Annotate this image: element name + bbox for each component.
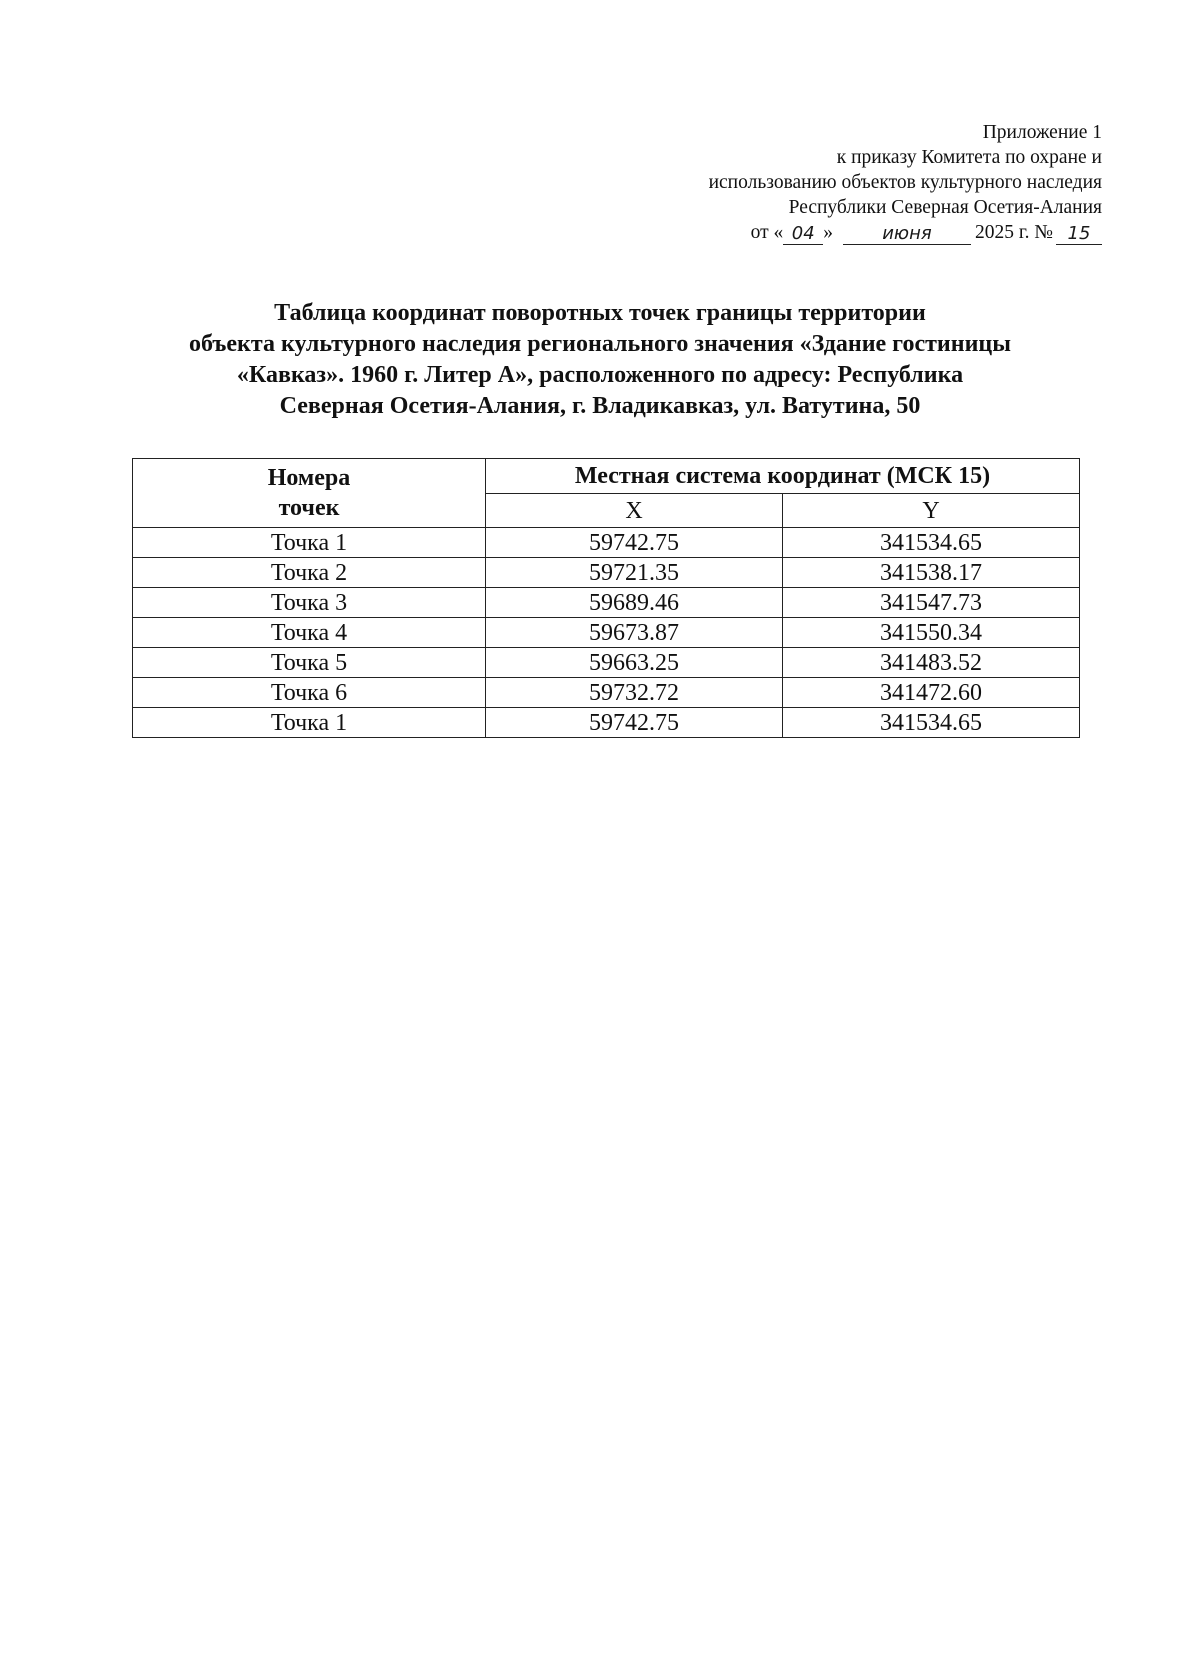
coordinates-table xyxy=(132,458,1080,738)
table-row xyxy=(133,648,1080,678)
date-year: 2025 г. № xyxy=(974,222,1053,243)
table-row xyxy=(133,678,1080,708)
point-cell: Точка 2 xyxy=(133,558,486,588)
y-cell: 341534.65 xyxy=(783,708,1080,738)
table-row xyxy=(133,588,1080,618)
handwritten-day: 04 xyxy=(783,224,823,245)
header-point-numbers-line1: Номера xyxy=(267,465,351,491)
header-y: Y xyxy=(783,494,1080,528)
appendix-heading: Приложение 1 xyxy=(982,122,1102,143)
title-line-1: Таблица координат поворотных точек границы территории xyxy=(274,300,926,326)
x-cell: 59732.72 xyxy=(486,678,783,708)
y-cell: 341472.60 xyxy=(783,678,1080,708)
point-cell: Точка 5 xyxy=(133,648,486,678)
title-line-2: объекта культурного наследия регионального значения «Здание гостиницы xyxy=(189,331,1011,357)
y-cell: 341547.73 xyxy=(783,588,1080,618)
point-cell: Точка 1 xyxy=(133,708,486,738)
appendix-republic-line: Республики Северная Осетия-Алания xyxy=(788,197,1102,218)
date-prefix: от « xyxy=(750,222,784,243)
title-line-4: Северная Осетия-Алания, г. Владикавказ, ул. Ватутина, 50 xyxy=(279,393,921,419)
y-cell: 341534.65 xyxy=(783,528,1080,558)
x-cell: 59742.75 xyxy=(486,528,783,558)
appendix-date-line xyxy=(709,220,1102,245)
appendix-order-line: к приказу Комитета по охране и xyxy=(836,147,1102,168)
title-line-3: «Кавказ». 1960 г. Литер А», расположенного по адресу: Республика xyxy=(236,362,964,388)
point-cell: Точка 1 xyxy=(133,528,486,558)
x-cell: 59742.75 xyxy=(486,708,783,738)
header-x: X xyxy=(486,494,783,528)
table-row xyxy=(133,528,1080,558)
header-point-numbers xyxy=(133,459,486,528)
x-cell: 59673.87 xyxy=(486,618,783,648)
x-cell: 59689.46 xyxy=(486,588,783,618)
header-point-numbers-line2: точек xyxy=(278,495,340,521)
point-cell: Точка 6 xyxy=(133,678,486,708)
table-row xyxy=(133,708,1080,738)
appendix-block xyxy=(709,120,1102,245)
x-cell: 59721.35 xyxy=(486,558,783,588)
y-cell: 341538.17 xyxy=(783,558,1080,588)
table-row xyxy=(133,558,1080,588)
y-cell: 341550.34 xyxy=(783,618,1080,648)
y-cell: 341483.52 xyxy=(783,648,1080,678)
date-mid: » xyxy=(823,222,833,243)
appendix-committee-line: использованию объектов культурного наследия xyxy=(708,172,1102,193)
point-cell: Точка 4 xyxy=(133,618,486,648)
document-title xyxy=(100,298,1100,422)
handwritten-month: июня xyxy=(843,224,971,245)
point-cell: Точка 3 xyxy=(133,588,486,618)
table-row xyxy=(133,618,1080,648)
header-coordinate-system: Местная система координат (МСК 15) xyxy=(486,459,1080,494)
handwritten-doc-number: 15 xyxy=(1056,224,1102,245)
x-cell: 59663.25 xyxy=(486,648,783,678)
